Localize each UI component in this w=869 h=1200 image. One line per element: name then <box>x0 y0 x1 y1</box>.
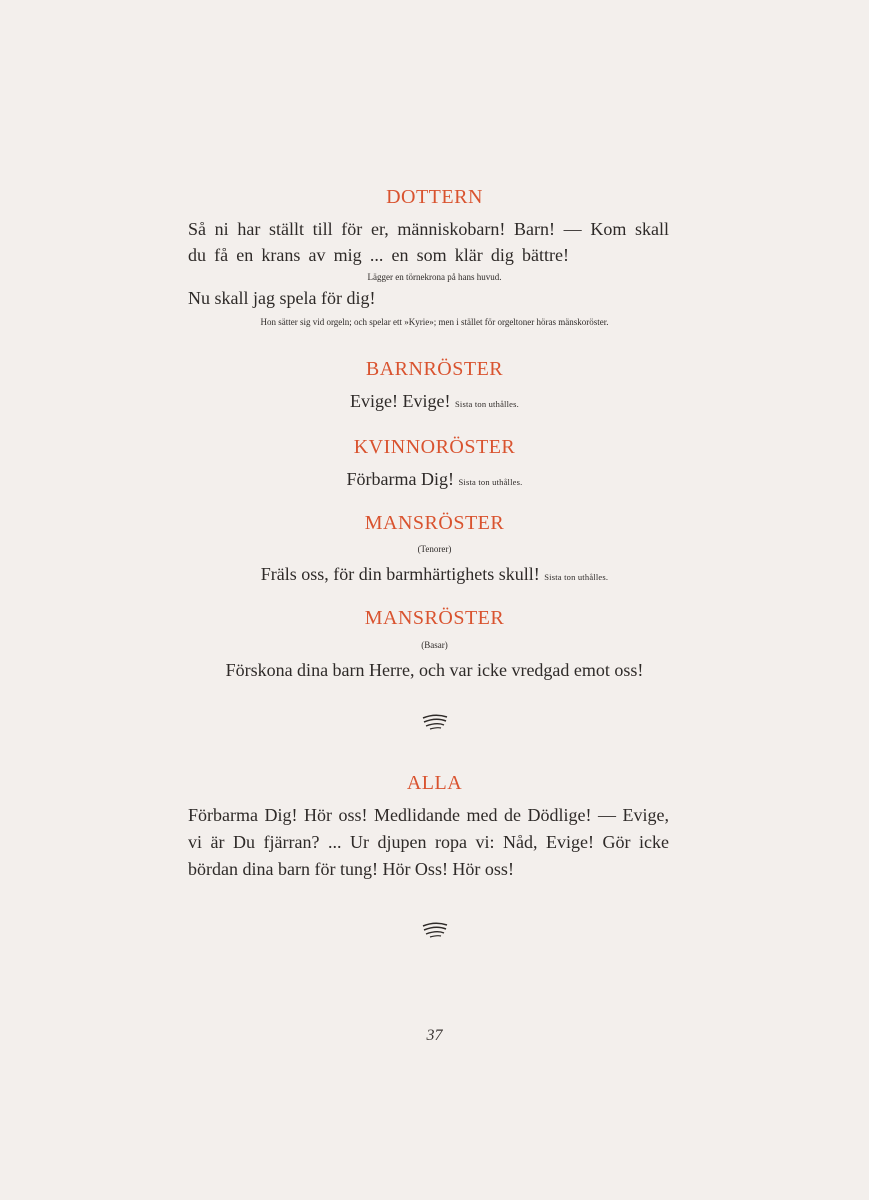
speaker-kvinnoroster: KVINNORÖSTER <box>353 436 516 458</box>
stage-direction-organ: Hon sätter sig vid orgeln; och spelar ett »Kyrie»; men i stället för orgeltoner höras mänskoröster. <box>260 317 609 327</box>
alla-line-2: vi är Du fjärran? ... Ur djupen ropa vi: Nåd, Evige! Gör icke <box>188 832 669 852</box>
voice-tenorer: (Tenorer) <box>417 544 452 554</box>
alla-line-1: Förbarma Dig! Hör oss! Medlidande med de Dödlige! — Evige, <box>188 805 669 825</box>
barnroster-line <box>0 391 869 412</box>
ornament-flourish-icon <box>0 920 869 945</box>
page-number: 37 <box>426 1027 443 1044</box>
alla-line-3: bördan dina barn för tung! Hör Oss! Hör oss! <box>188 859 514 879</box>
mansroster-tenor-stage: Sista ton uthålles. <box>544 572 609 582</box>
dottern-line-3: Nu skall jag spela för dig! <box>188 288 376 308</box>
barnroster-text: Evige! Evige! <box>350 391 451 411</box>
mansroster-tenor-line <box>0 564 869 585</box>
speaker-mansroster-tenor: MANSRÖSTER <box>364 512 505 534</box>
speaker-dottern: DOTTERN <box>386 186 483 208</box>
ornament-flourish-icon <box>0 712 869 737</box>
barnroster-stage: Sista ton uthålles. <box>454 399 519 409</box>
voice-basar: (Basar) <box>421 640 448 650</box>
dottern-line-2: du få en krans av mig ... en som klär dig bättre! <box>188 245 569 265</box>
kvinnoroster-line <box>0 469 869 490</box>
speaker-mansroster-bas: MANSRÖSTER <box>364 607 505 629</box>
stage-direction-crown: Lägger en törnekrona på hans huvud. <box>367 272 502 282</box>
mansroster-bas-line: Förskona dina barn Herre, och var icke vredgad emot oss! <box>225 660 644 680</box>
speaker-barnroster: BARNRÖSTER <box>365 358 504 380</box>
kvinnoroster-text: Förbarma Dig! <box>346 469 454 489</box>
mansroster-tenor-text: Fräls oss, för din barmhärtighets skull! <box>260 564 540 584</box>
kvinnoroster-stage: Sista ton uthålles. <box>458 477 523 487</box>
speaker-alla: ALLA <box>406 772 463 794</box>
dottern-line-1: Så ni har ställt till för er, människobarn! Barn! — Kom skall <box>188 219 669 239</box>
